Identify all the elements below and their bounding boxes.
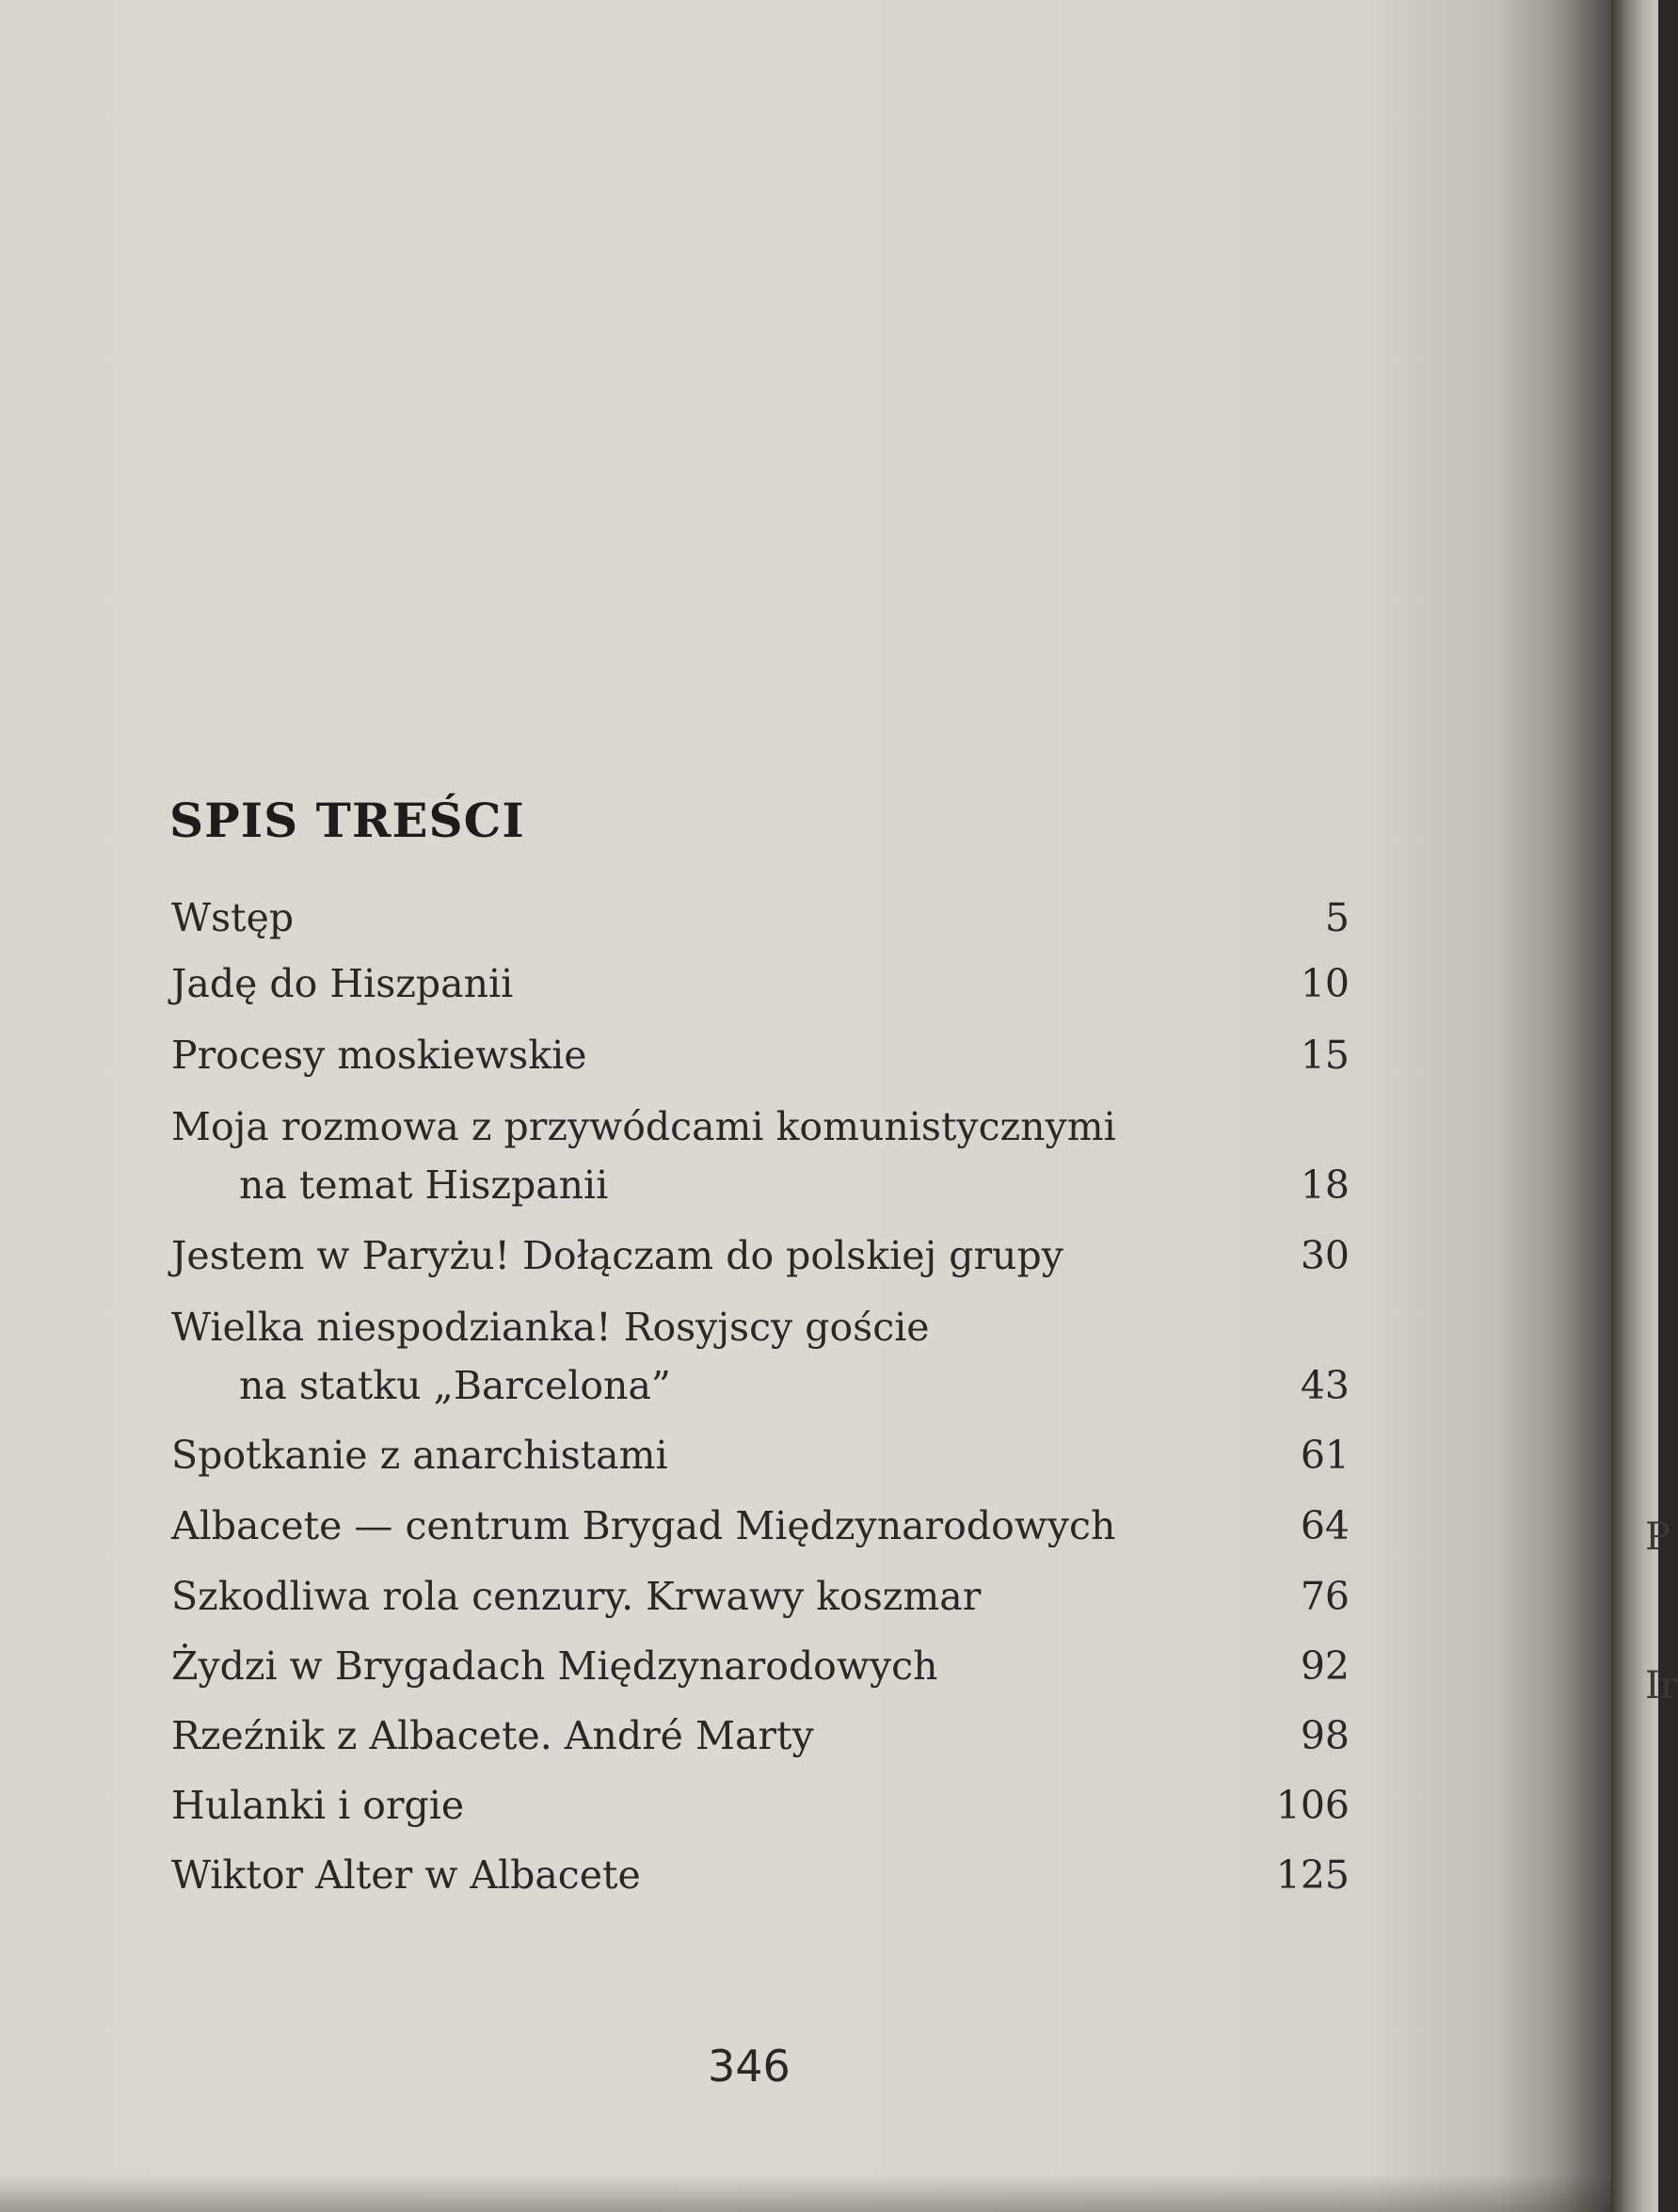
toc-entry-page: 30 bbox=[1300, 1233, 1350, 1278]
toc-entry bbox=[171, 1298, 1350, 1415]
toc-entry-title-continued: na temat Hiszpanii bbox=[239, 1162, 609, 1208]
next-page-edge bbox=[1611, 0, 1658, 2212]
toc-entry-title: Jadę do Hiszpanii bbox=[171, 961, 514, 1006]
toc-entry-page: 98 bbox=[1300, 1713, 1350, 1758]
toc-entry-title-continued: na statku „Barcelona” bbox=[239, 1363, 671, 1408]
next-page-fragment: P bbox=[1645, 1515, 1670, 1559]
toc-entry-title: Moja rozmowa z przywódcami komunistycznymi bbox=[171, 1104, 1116, 1149]
toc-entry bbox=[171, 1426, 1350, 1484]
toc-entry-page: 43 bbox=[1300, 1363, 1350, 1408]
toc-entry bbox=[171, 954, 1350, 1013]
toc-entry bbox=[171, 889, 1350, 947]
toc-entry-title: Spotkanie z anarchistami bbox=[171, 1433, 668, 1478]
toc-entry bbox=[171, 1226, 1350, 1285]
toc-entry-title: Rzeźnik z Albacete. André Marty bbox=[171, 1713, 814, 1758]
page-gutter-shadow bbox=[1498, 0, 1611, 2212]
toc-entry-title: Jestem w Paryżu! Dołączam do polskiej grupy bbox=[171, 1233, 1063, 1278]
toc-entry-page: 10 bbox=[1300, 961, 1350, 1006]
toc-entry-page: 15 bbox=[1300, 1033, 1350, 1078]
toc-entry-page: 61 bbox=[1300, 1433, 1350, 1478]
toc-entry-title: Albacete — centrum Brygad Międzynarodowych bbox=[171, 1503, 1116, 1548]
page-number: 346 bbox=[708, 2041, 791, 2092]
toc-entry-title: Hulanki i orgie bbox=[171, 1783, 465, 1828]
toc-entry-page: 92 bbox=[1300, 1643, 1350, 1689]
toc-entry bbox=[171, 1637, 1350, 1695]
next-page-fragment: Ir bbox=[1645, 1664, 1678, 1707]
toc-entry bbox=[171, 1707, 1350, 1765]
toc-entry-title: Wiktor Alter w Albacete bbox=[171, 1852, 641, 1898]
toc-entry bbox=[171, 1567, 1350, 1626]
toc-entry-page: 64 bbox=[1300, 1503, 1350, 1548]
toc-entry bbox=[171, 1098, 1350, 1214]
toc-entry-title: Wstęp bbox=[171, 895, 295, 940]
toc-entry bbox=[171, 1776, 1350, 1835]
toc-entry bbox=[171, 1497, 1350, 1555]
toc-entry-title: Szkodliwa rola cenzury. Krwawy koszmar bbox=[171, 1574, 982, 1619]
page-bottom-edge bbox=[0, 2174, 1611, 2212]
toc-entry-page: 76 bbox=[1300, 1574, 1350, 1619]
toc-title: SPIS TREŚCI bbox=[169, 793, 525, 848]
toc-entry bbox=[171, 1026, 1350, 1084]
toc-entry bbox=[171, 1846, 1350, 1904]
toc-entry-page: 5 bbox=[1324, 895, 1350, 940]
toc-entry-title: Żydzi w Brygadach Międzynarodowych bbox=[171, 1643, 938, 1689]
toc-entry-title: Procesy moskiewskie bbox=[171, 1033, 587, 1078]
toc-entry-page: 125 bbox=[1275, 1852, 1350, 1898]
toc-entry-page: 18 bbox=[1300, 1162, 1350, 1208]
toc-entry-title: Wielka niespodzianka! Rosyjscy goście bbox=[171, 1305, 930, 1350]
toc-entry-page: 106 bbox=[1275, 1783, 1350, 1828]
